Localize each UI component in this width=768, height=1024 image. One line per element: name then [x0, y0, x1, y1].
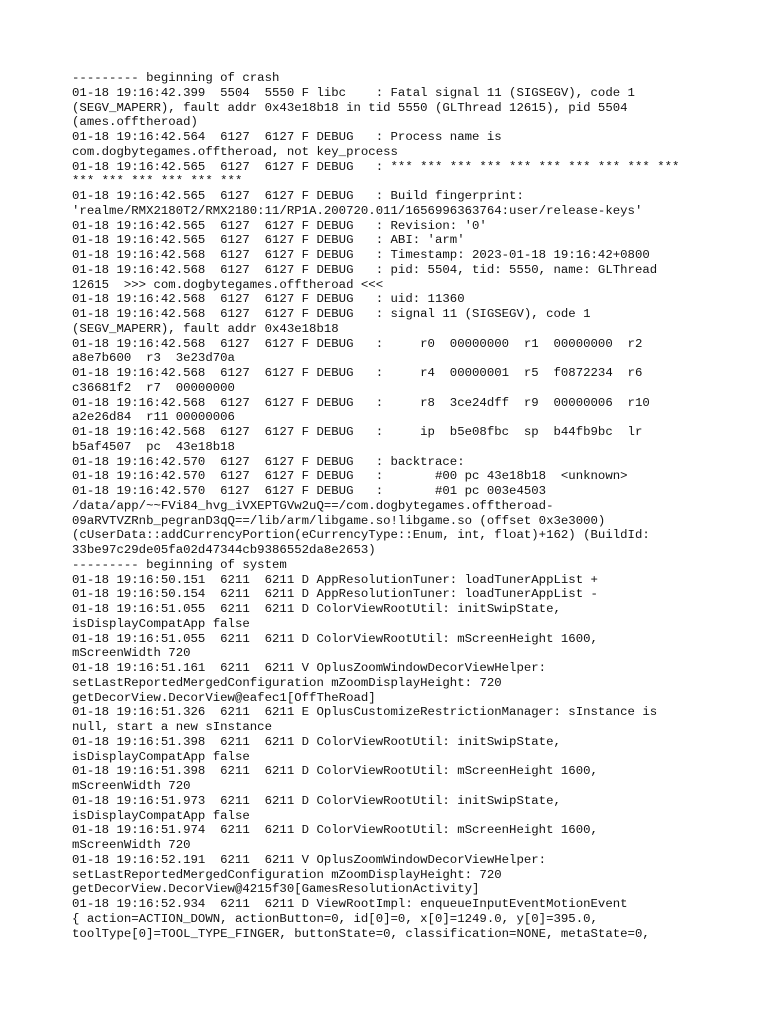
log-line: a2e26d84 r11 00000006 — [72, 410, 235, 425]
log-line: *** *** *** *** *** *** — [72, 174, 243, 189]
log-line: 01-18 19:16:42.570 6127 6127 F DEBUG : #00 pc 43e18b18 <unknown> — [72, 469, 628, 484]
log-line: (SEGV_MAPERR), fault addr 0x43e18b18 in tid 5550 (GLThread 12615), pid 5504 — [72, 100, 628, 115]
log-line: 01-18 19:16:42.565 6127 6127 F DEBUG : Revision: '0' — [72, 218, 487, 233]
log-line: 'realme/RMX2180T2/RMX2180:11/RP1A.200720.011/1656996363764:user/release-keys' — [72, 203, 643, 218]
log-line: 33be97c29de05fa02d47344cb9386552da8e2653) — [72, 543, 376, 557]
log-line: 01-18 19:16:42.568 6127 6127 F DEBUG : r0 00000000 r1 00000000 r2 — [72, 336, 643, 351]
log-line: 01-18 19:16:42.570 6127 6127 F DEBUG : #01 pc 003e4503 — [72, 484, 547, 498]
log-line: 01-18 19:16:51.974 6211 6211 D ColorViewRootUtil: mScreenHeight 1600, — [72, 823, 598, 838]
log-line: null, start a new sInstance — [72, 720, 273, 734]
log-line: 01-18 19:16:42.568 6127 6127 F DEBUG : ip b5e08fbc sp b44fb9bc lr — [72, 425, 643, 439]
log-line: 01-18 19:16:42.565 6127 6127 F DEBUG : ABI: 'arm' — [72, 233, 465, 248]
log-line: 01-18 19:16:42.568 6127 6127 F DEBUG : uid: 11360 — [72, 292, 465, 307]
log-line: isDisplayCompatApp false — [72, 616, 250, 631]
log-line: isDisplayCompatApp false — [72, 749, 250, 764]
log-line: 01-18 19:16:42.570 6127 6127 F DEBUG : backtrace: — [72, 454, 465, 469]
log-line: /data/app/~~FVi84_hvg_iVXEPTGVw2uQ==/com.dogbytegames.offtheroad- — [72, 498, 554, 513]
log-line: 01-18 19:16:42.565 6127 6127 F DEBUG : Build fingerprint: — [72, 189, 524, 203]
log-line: 01-18 19:16:42.568 6127 6127 F DEBUG : Timestamp: 2023-01-18 19:16:42+0800 — [72, 248, 650, 262]
log-line: 09aRVTVZRnb_pegranD3qQ==/lib/arm/libgame.so!libgame.so (offset 0x3e3000) — [72, 513, 606, 528]
log-line: 01-18 19:16:51.398 6211 6211 D ColorViewRootUtil: initSwipState, — [72, 734, 561, 749]
log-line: 01-18 19:16:52.191 6211 6211 V OplusZoomWindowDecorViewHelper: — [72, 852, 547, 867]
log-line: (ames.offtheroad) — [72, 115, 198, 130]
log-line: setLastReportedMergedConfiguration mZoomDisplayHeight: 720 — [72, 675, 502, 690]
crash-log-document — [72, 71, 702, 941]
log-line: mScreenWidth 720 — [72, 646, 191, 661]
log-line: (cUserData::addCurrencyPortion(eCurrencyType::Enum, int, float)+162) (BuildId: — [72, 528, 650, 543]
log-line: 01-18 19:16:51.326 6211 6211 E OplusCustomizeRestrictionManager: sInstance is — [72, 705, 658, 720]
log-line: getDecorView.DecorView@4215f30[GamesResolutionActivity] — [72, 882, 480, 897]
log-line: a8e7b600 r3 3e23d70a — [72, 351, 235, 366]
log-line: 01-18 19:16:51.973 6211 6211 D ColorViewRootUtil: initSwipState, — [72, 793, 561, 808]
log-line: setLastReportedMergedConfiguration mZoomDisplayHeight: 720 — [72, 867, 502, 882]
log-line: b5af4507 pc 43e18b18 — [72, 439, 235, 454]
log-line: getDecorView.DecorView@eafec1[OffTheRoad] — [72, 690, 376, 705]
log-line: --------- beginning of system — [72, 557, 287, 572]
log-line: 01-18 19:16:51.055 6211 6211 D ColorViewRootUtil: initSwipState, — [72, 602, 561, 616]
log-line: 01-18 19:16:42.399 5504 5550 F libc : Fatal signal 11 (SIGSEGV), code 1 — [72, 85, 635, 100]
log-line: { action=ACTION_DOWN, actionButton=0, id[0]=0, x[0]=1249.0, y[0]=395.0, — [72, 911, 598, 926]
log-line: 01-18 19:16:42.568 6127 6127 F DEBUG : r8 3ce24dff r9 00000006 r10 — [72, 395, 650, 410]
log-line: 12615 >>> com.dogbytegames.offtheroad <<< — [72, 277, 384, 292]
log-line: 01-18 19:16:42.568 6127 6127 F DEBUG : signal 11 (SIGSEGV), code 1 — [72, 307, 591, 321]
log-line: 01-18 19:16:42.564 6127 6127 F DEBUG : Process name is — [72, 130, 502, 144]
log-line: --------- beginning of crash — [72, 71, 280, 85]
log-line: com.dogbytegames.offtheroad, not key_process — [72, 144, 398, 159]
log-line: c36681f2 r7 00000000 — [72, 380, 235, 395]
log-line: 01-18 19:16:42.568 6127 6127 F DEBUG : pid: 5504, tid: 5550, name: GLThread — [72, 262, 658, 277]
log-line: 01-18 19:16:50.154 6211 6211 D AppResolutionTuner: loadTunerAppList - — [72, 587, 598, 602]
log-line: 01-18 19:16:51.161 6211 6211 V OplusZoomWindowDecorViewHelper: — [72, 661, 547, 675]
log-line: 01-18 19:16:51.055 6211 6211 D ColorViewRootUtil: mScreenHeight 1600, — [72, 631, 598, 646]
log-line: 01-18 19:16:52.934 6211 6211 D ViewRootImpl: enqueueInputEventMotionEvent — [72, 897, 628, 911]
log-line: mScreenWidth 720 — [72, 779, 191, 793]
log-line: (SEGV_MAPERR), fault addr 0x43e18b18 — [72, 321, 339, 336]
log-text-block — [72, 71, 702, 941]
log-line: mScreenWidth 720 — [72, 838, 191, 852]
log-line: 01-18 19:16:50.151 6211 6211 D AppResolutionTuner: loadTunerAppList + — [72, 572, 598, 587]
log-line: 01-18 19:16:51.398 6211 6211 D ColorViewRootUtil: mScreenHeight 1600, — [72, 764, 598, 779]
log-line: 01-18 19:16:42.565 6127 6127 F DEBUG : *** *** *** *** *** *** *** *** *** *** — [72, 159, 680, 174]
log-line: isDisplayCompatApp false — [72, 808, 250, 823]
log-line: 01-18 19:16:42.568 6127 6127 F DEBUG : r4 00000001 r5 f0872234 r6 — [72, 366, 643, 380]
log-line: toolType[0]=TOOL_TYPE_FINGER, buttonState=0, classification=NONE, metaState=0, — [72, 926, 650, 941]
